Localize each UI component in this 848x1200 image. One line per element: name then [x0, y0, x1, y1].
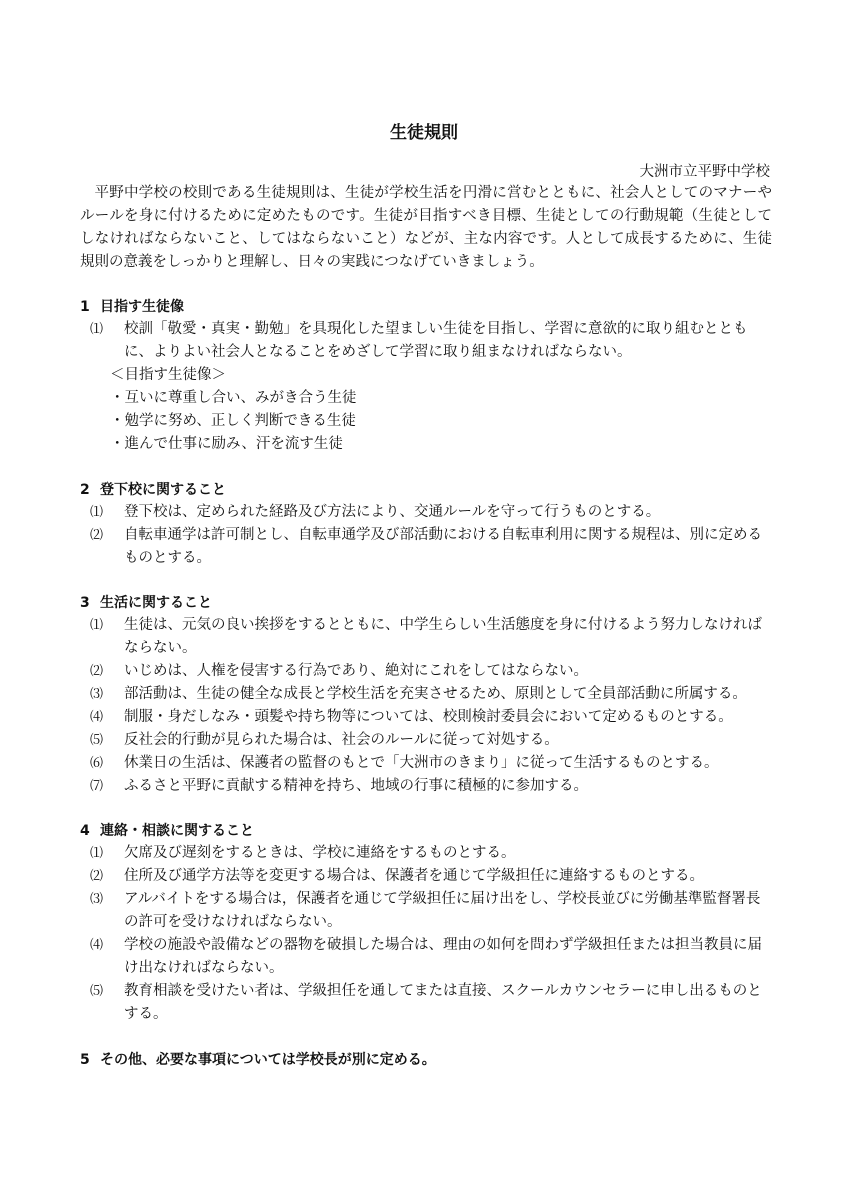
item-marker: ⑵ — [90, 664, 104, 679]
item-marker: ⑷ — [90, 710, 104, 725]
section-heading — [80, 479, 774, 501]
item-marker: ⑴ — [90, 846, 104, 861]
item-marker: ⑶ — [90, 892, 104, 907]
bullet-item: ・勉学に努め、正しく判断できる生徒 — [110, 413, 356, 429]
section-title: 連絡・相談に関すること — [100, 823, 254, 839]
section-1 — [80, 296, 774, 456]
list-item — [80, 501, 774, 524]
item-text: いじめは、人権を侵害する行為であり、絶対にこれをしてはならない。 — [124, 663, 588, 679]
list-item — [80, 614, 774, 660]
section-2 — [80, 479, 774, 570]
item-text: 教育相談を受けたい者は、学級担任を通してまたは直接、スクールカウンセラーに申し出るものとする。 — [124, 983, 762, 1022]
section-title: 登下校に関すること — [100, 482, 226, 498]
item-marker: ⑸ — [90, 984, 104, 999]
item-marker: ⑵ — [90, 869, 104, 884]
item-text: 制服・身だしなみ・頭髪や持ち物等については、校則検討委員会において定めるものとする。 — [124, 709, 733, 725]
item-marker: ⑴ — [90, 618, 104, 633]
section-3 — [80, 592, 774, 798]
section-heading — [80, 820, 774, 842]
item-text: 反社会的行動が見られた場合は、社会のルールに従って対処する。 — [124, 732, 559, 748]
list-item — [80, 980, 774, 1026]
section-4 — [80, 820, 774, 1026]
item-marker: ⑷ — [90, 938, 104, 953]
item-text: 生徒は、元気の良い挨拶をするとともに、中学生らしい生活態度を身に付けるよう努力しなければならない。 — [124, 617, 762, 656]
section-title: 目指す生徒像 — [100, 299, 184, 315]
list-item — [80, 865, 774, 888]
document-title: 生徒規則 — [390, 123, 458, 143]
list-item — [80, 318, 774, 364]
bullet-item: ・進んで仕事に励み、汗を流す生徒 — [110, 436, 343, 452]
section-items — [80, 318, 774, 364]
item-text: 欠席及び遅刻をするときは、学校に連絡をするものとする。 — [124, 845, 516, 861]
section-items — [80, 501, 774, 570]
item-text: 登下校は、定められた経路及び方法により、交通ルールを守って行うものとする。 — [124, 504, 661, 520]
list-item — [80, 775, 774, 798]
item-text: 学校の施設や設備などの器物を破損した場合は、理由の如何を問わず学級担任または担当教員に届け出なければならない。 — [124, 937, 762, 976]
item-text: ふるさと平野に貢献する精神を持ち、地域の行事に積極的に参加する。 — [124, 778, 588, 794]
item-marker: ⑶ — [90, 687, 104, 702]
bullet-item: ・互いに尊重し合い、みがき合う生徒 — [110, 390, 357, 406]
item-marker: ⑹ — [90, 756, 104, 771]
section-heading — [80, 296, 774, 318]
section-heading — [80, 1049, 774, 1071]
item-marker: ⑴ — [90, 322, 104, 337]
item-text: 部活動は、生徒の健全な成長と学校生活を充実させるため、原則として全員部活動に所属する。 — [124, 686, 747, 702]
section-title: その他、必要な事項については学校長が別に定める。 — [100, 1052, 436, 1068]
item-text: 住所及び通学方法等を変更する場合は、保護者を通じて学級担任に連絡するものとする。 — [124, 868, 704, 884]
item-marker: ⑵ — [90, 528, 104, 543]
section-heading — [80, 592, 774, 614]
item-text: 自転車通学は許可制とし、自転車通学及び部活動における自転車利用に関する規程は、別に定めるものとする。 — [124, 527, 762, 566]
section-5 — [80, 1049, 774, 1071]
school-name: 大洲市立平野中学校 — [639, 164, 770, 180]
item-marker: ⑸ — [90, 733, 104, 748]
list-item — [80, 888, 774, 934]
list-item — [80, 729, 774, 752]
section-items — [80, 614, 774, 798]
item-text: 休業日の生活は、保護者の監督のもとで「大洲市のきまり」に従って生活するものとする。 — [124, 755, 719, 771]
list-item — [80, 934, 774, 980]
intro-paragraph: 平野中学校の校則である生徒規則は、生徒が学校生活を円滑に営むとともに、社会人としてのマナーやルールを身に付けるために定めたものです。生徒が目指すべき目標、生徒としての行動規範（生徒としてしなければならないこと、してはならないこと）などが、主な内容です。人として成長するために、生徒規則の意義をしっかりと理解し、日々の実践につなげていきましょう。 — [80, 185, 772, 270]
section-number: 5 — [80, 1052, 90, 1068]
section-number: 4 — [80, 823, 90, 839]
list-item — [80, 524, 774, 570]
list-item — [80, 706, 774, 729]
section-title: 生活に関すること — [100, 595, 212, 611]
list-item — [80, 752, 774, 775]
list-item — [80, 660, 774, 683]
section-number: 2 — [80, 482, 90, 498]
item-text: アルバイトをする場合は，保護者を通じて学級担任に届け出をし、学校長並びに労働基準監督署長の許可を受けなければならない。 — [124, 891, 761, 930]
section-number: 1 — [80, 299, 90, 315]
list-item — [80, 683, 774, 706]
list-item — [80, 842, 774, 865]
section-items — [80, 842, 774, 1026]
section-number: 3 — [80, 595, 90, 611]
item-marker: ⑺ — [90, 779, 104, 794]
subheading: ＜目指す生徒像＞ — [110, 367, 226, 383]
item-marker: ⑴ — [90, 505, 104, 520]
item-text: 校訓「敬愛・真実・勤勉」を具現化した望ましい生徒を目指し、学習に意欲的に取り組むとともに、よりよい社会人となることをめざして学習に取り組まなければならない。 — [124, 321, 748, 360]
